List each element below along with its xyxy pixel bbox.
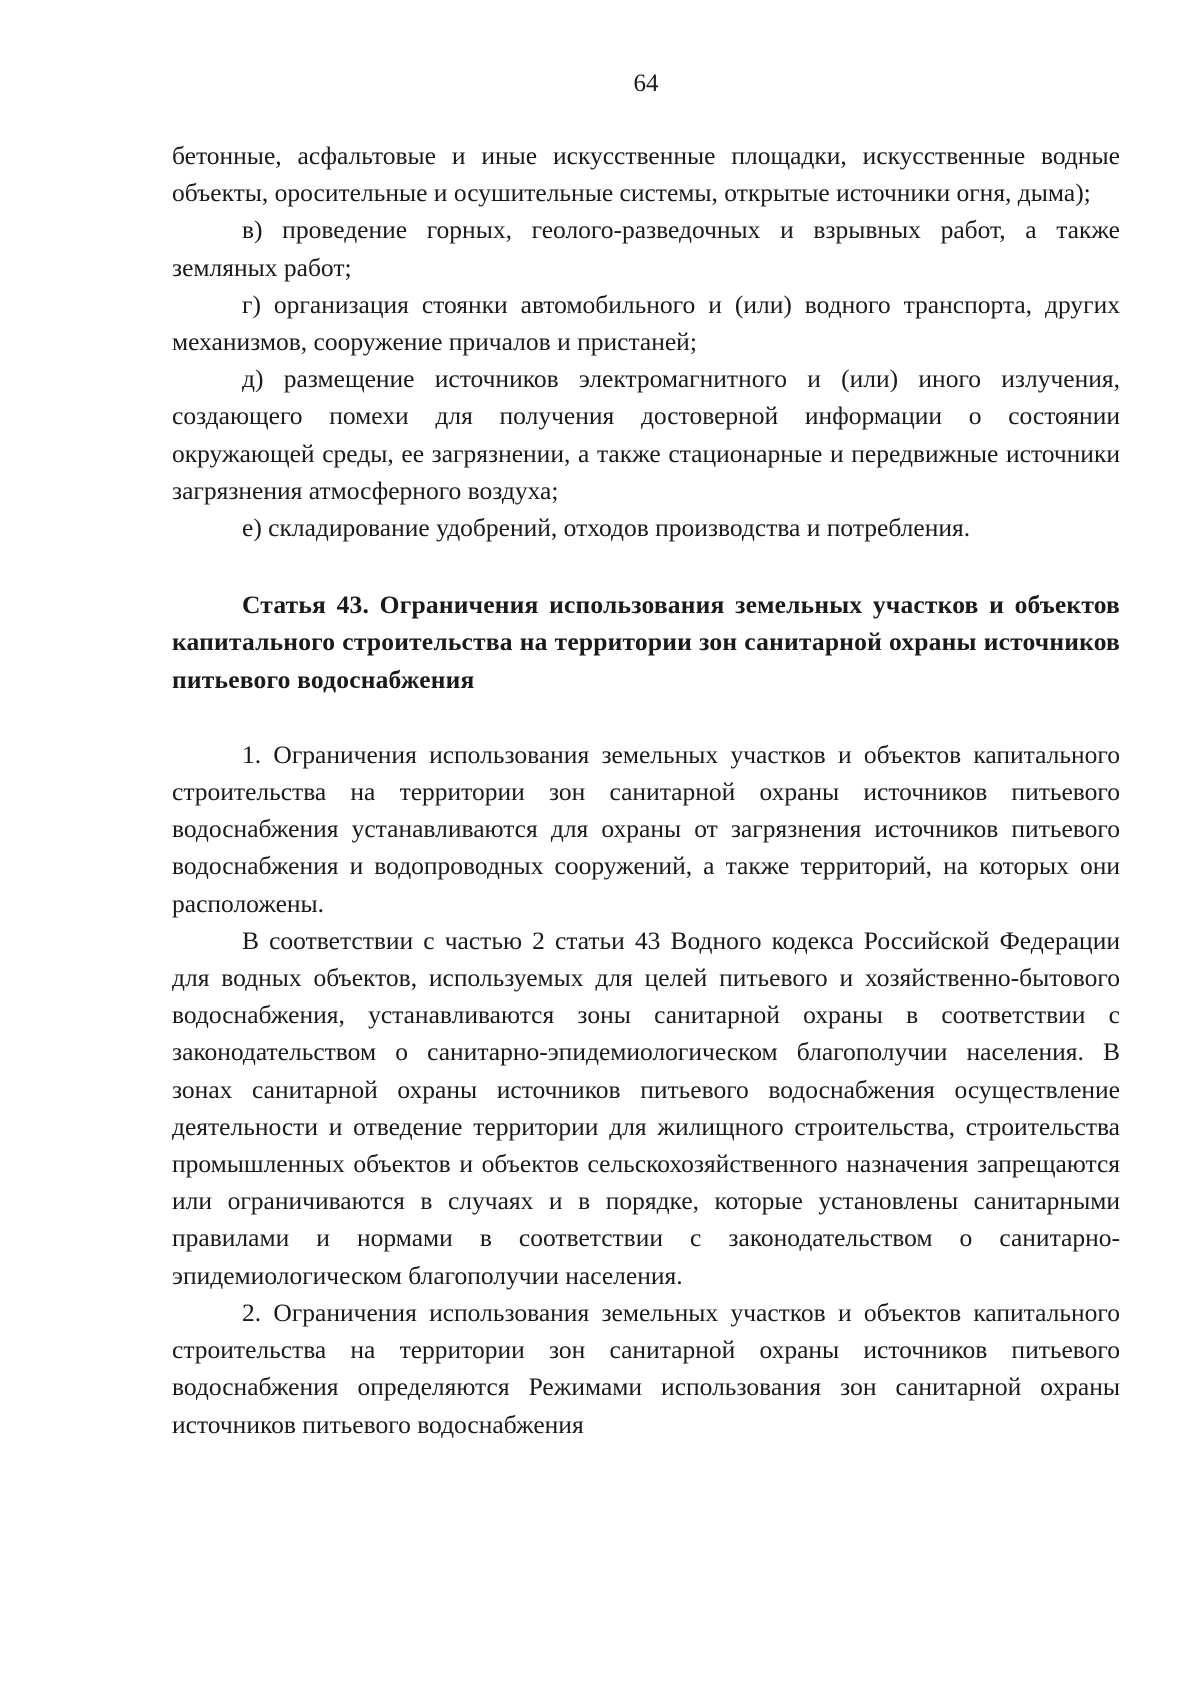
spacer [172, 546, 1120, 586]
list-item-g: г) организация стоянки автомобильного и (или) водного транспорта, других механизмов, сооружение причалов и пристаней; [172, 289, 1120, 357]
paragraph-continuation: бетонные, асфальтовые и иные искусственные площадки, искусственные водные объекты, оросительные и осушительные системы, открытые источники огня, дыма); [172, 141, 1120, 208]
article-paragraph-1: 1. Ограничения использования земельных участков и объектов капитального строительства на территории зон санитарной охраны источников питьевого водоснабжения устанавливаются для охраны от загрязнения источников питьевого водоснабжения и водопроводных сооружений, а также территорий, на которых они расположены. [172, 739, 1120, 918]
list-item-v: в) проведение горных, геолого-разведочных и взрывных работ, а также земляных работ; [172, 215, 1120, 282]
list-item-e: е) складирование удобрений, отходов производства и потребления. [242, 513, 971, 543]
article-paragraph-water-code: В соответствии с частью 2 статьи 43 Водного кодекса Российской Федерации для водных объектов, используемых для целей питьевого и хозяйственно-бытового водоснабжения, устанавливаются зоны санитарной охраны в соответствии с законодательством о санитарно-эпидемиологическом благополучии населения. В зонах санитарной охраны источников питьевого водоснабжения осуществление деятельности и отведение территории для жилищного строительства, строительства промышленных объектов и объектов сельскохозяйственного назначения запрещаются или ограничиваются в случаях и в порядке, которые установлены санитарными правилами и нормами в соответствии с законодательством о санитарно-эпидемиологическом благополучии населения. [172, 925, 1120, 1290]
list-item-d: д) размещение источников электромагнитного и (или) иного излучения, создающего помехи для получения достоверной информации о состоянии окружающей среды, ее загрязнении, а также стационарные и передвижные источники загрязнения атмосферного воздуха; [172, 364, 1120, 505]
page-number: 64 [633, 70, 659, 97]
document-body [172, 137, 1120, 1443]
spacer [172, 698, 1120, 736]
article-paragraph-2: 2. Ограничения использования земельных участков и объектов капитального строительства на территории зон санитарной охраны источников питьевого водоснабжения определяются Режимами использования зон санитарной охраны источников питьевого водоснабжения [172, 1297, 1120, 1439]
article-heading: Статья 43. Ограничения использования земельных участков и объектов капитального строительства на территории зон санитарной охраны источников питьевого водоснабжения [172, 590, 1120, 694]
